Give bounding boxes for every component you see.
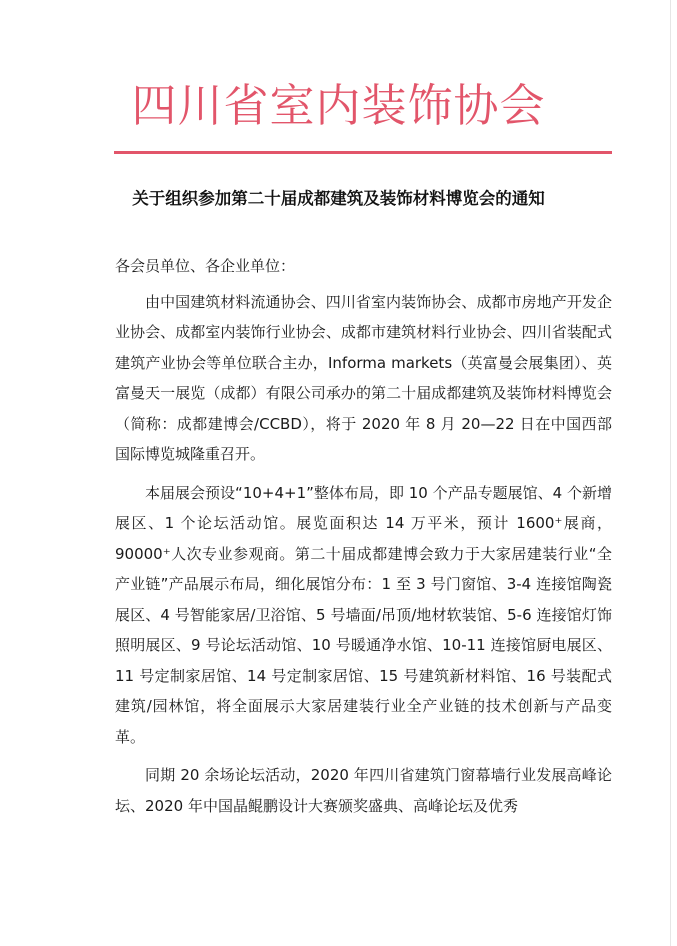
salutation: 各会员单位、各企业单位： xyxy=(115,257,296,275)
body-paragraph-3: 同期 20 余场论坛活动，2020 年四川省建筑门窗幕墙行业发展高峰论坛、2020 年中国晶鲲鹏设计大赛颁奖盛典、高峰论坛及优秀 xyxy=(115,766,612,815)
body-paragraph-2: 本届展会预设“10+4+1”整体布局，即 10 个产品专题展馆、4 个新增展区、1 个论坛活动馆。展览面积达 14 万平米，预计 1600⁺展商，90000⁺人次专业参观商。第二十届成都建博会致力于大家居建装行业“全产业链”产品展示布局，细化展馆分布：1 至 3 号门窗馆、3-4 连接馆陶瓷展区、4 号智能家居/卫浴馆、5 号墙面/吊顶/地材软装馆、5-6 连接馆灯饰照明展区、9 号论坛活动馆、10 号暖通净水馆、10-11 连接馆厨电展区、11 号定制家居馆、14 号定制家居馆、15 号建筑新材料馆、16 号装配式建筑/园林馆，将全面展示大家居建装行业全产业链的技术创新与产品变革。 xyxy=(115,483,612,746)
notice-body xyxy=(115,251,612,829)
scan-edge-line xyxy=(670,0,671,946)
body-paragraph-1: 由中国建筑材料流通协会、四川省室内装饰协会、成都市房地产开发企业协会、成都室内装饰行业协会、成都市建筑材料行业协会、四川省装配式建筑产业协会等单位联合主办，Informa markets（英富曼会展集团）、英富曼天一展览（成都）有限公司承办的第二十届成都建筑及装饰材料博览会（简称：成都建博会/CCBD），将于 2020 年 8 月 20—22 日在中国西部国际博览城隆重召开。 xyxy=(115,292,612,463)
notice-title: 关于组织参加第二十届成都建筑及装饰材料博览会的通知 xyxy=(132,189,545,208)
letterhead-org-name: 四川省室内装饰协会 xyxy=(131,79,546,132)
letterhead-divider xyxy=(114,151,612,154)
